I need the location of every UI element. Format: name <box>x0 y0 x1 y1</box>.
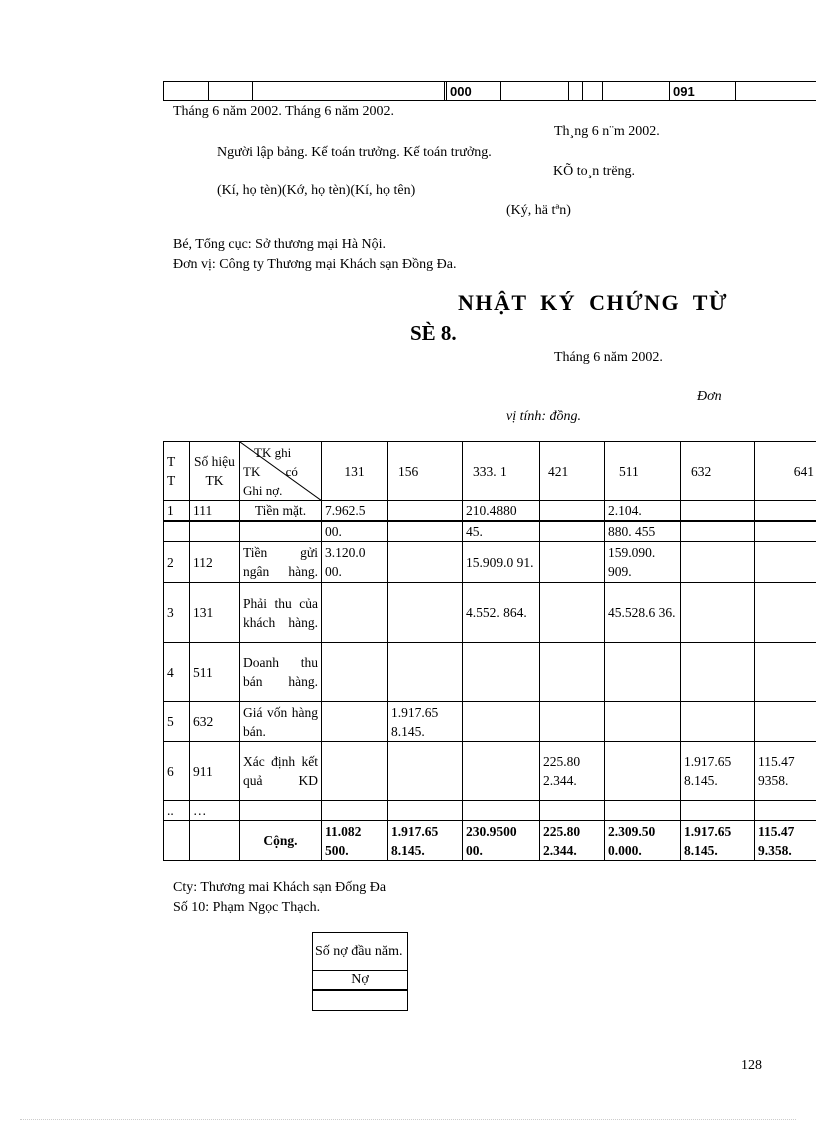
cell-value <box>388 742 463 801</box>
cell-value <box>463 643 540 702</box>
total-value: 115.47 9.358. <box>755 821 816 861</box>
debt-label: Nợ <box>313 971 408 991</box>
cell-value <box>755 801 816 821</box>
unit-line: Đơn vị: Công ty Thương mại Khách sạn Đồng Đa. <box>173 257 457 272</box>
top-continuation-table <box>163 81 816 101</box>
cell-value: 2.104. <box>605 501 681 522</box>
table-row <box>164 801 816 821</box>
header-col-511: 511 <box>605 442 681 501</box>
table-row <box>164 742 816 801</box>
total-value: 225.80 2.344. <box>540 821 605 861</box>
top-cell <box>603 82 670 101</box>
cell-value: 00. <box>322 521 388 542</box>
cell-value <box>681 583 755 643</box>
cell-value <box>463 801 540 821</box>
cell-tt: 6 <box>164 742 190 801</box>
table-row <box>164 702 816 742</box>
cell-value: 210.4880 <box>463 501 540 522</box>
cell-value <box>681 501 755 522</box>
cell-value <box>388 583 463 643</box>
cell-value <box>322 702 388 742</box>
roles-line: Người lập bảng. Kế toán trưởng. Kế toán trưởng. <box>217 145 492 160</box>
header-col-156: 156 <box>388 442 463 501</box>
header-col-421: 421 <box>540 442 605 501</box>
cell-tt: 3 <box>164 583 190 643</box>
total-value: 230.9500 00. <box>463 821 540 861</box>
page-title: NHẬT KÝ CHỨNG TỪ <box>458 290 728 315</box>
cell-value <box>540 542 605 583</box>
cell-value <box>681 801 755 821</box>
cell-value <box>540 643 605 702</box>
table-row <box>164 501 816 522</box>
month-line: Tháng 6 năm 2002. Tháng 6 năm 2002. <box>173 104 394 119</box>
diag-mid-label <box>243 462 315 481</box>
cell-value <box>605 702 681 742</box>
header-tt: T T <box>164 442 190 501</box>
cell-value <box>388 542 463 583</box>
top-cell <box>569 82 583 101</box>
page-number: 128 <box>741 1058 762 1073</box>
cell-value <box>322 583 388 643</box>
table-row <box>164 521 816 542</box>
cell-value <box>540 801 605 821</box>
cell-name: Xác định kết quả KD <box>240 742 322 801</box>
cell-tt: 1 <box>164 501 190 522</box>
total-value: 1.917.65 8.145. <box>681 821 755 861</box>
cell-value <box>540 501 605 522</box>
cell-value: 4.552. 864. <box>463 583 540 643</box>
diag-bottom-label: Ghi nợ. <box>243 483 283 498</box>
cell-value: 7.962.5 <box>322 501 388 522</box>
opening-debt-label: Số nợ đầu năm. <box>313 933 408 971</box>
debt-value <box>313 990 408 1010</box>
cell-account: 911 <box>190 742 240 801</box>
page-title-number: SÈ 8. <box>410 321 457 345</box>
journal-table <box>163 441 816 861</box>
cell-value <box>388 801 463 821</box>
cell-value <box>388 521 463 542</box>
cell-value <box>755 542 816 583</box>
total-row <box>164 821 816 861</box>
cell-value: 3.120.0 00. <box>322 542 388 583</box>
cell-account: 511 <box>190 643 240 702</box>
table-row <box>164 643 816 702</box>
cell-tt <box>164 521 190 542</box>
top-cell <box>209 82 253 101</box>
roles-line-garbled: KÕ to¸n trëng. <box>553 164 636 179</box>
cell-value: 115.47 9358. <box>755 742 816 801</box>
top-cell: 000 <box>447 82 501 101</box>
cell-value <box>322 742 388 801</box>
cell-value <box>540 583 605 643</box>
cell-value: 45. <box>463 521 540 542</box>
cell-account: 632 <box>190 702 240 742</box>
header-col-641: 641 <box>755 442 816 501</box>
cell-value <box>388 501 463 522</box>
total-value: 11.082 500. <box>322 821 388 861</box>
header-diagonal-cell <box>240 442 322 501</box>
page-edge-divider <box>20 1119 796 1120</box>
cell-tt: 2 <box>164 542 190 583</box>
top-cell <box>164 82 209 101</box>
cell-name: Giá vốn hàng bán. <box>240 702 322 742</box>
cell-value <box>605 801 681 821</box>
top-cell: 091 <box>670 82 736 101</box>
top-cell <box>501 82 569 101</box>
cell-account <box>190 521 240 542</box>
cell-value <box>540 702 605 742</box>
cell-value <box>322 801 388 821</box>
cell-value: 1.917.65 8.145. <box>388 702 463 742</box>
cell-name: Doanh thu bán hàng. <box>240 643 322 702</box>
ministry-line: Bé, Tổng cục: Sở thương mại Hà Nội. <box>173 237 387 252</box>
cell-value <box>322 643 388 702</box>
table-row <box>164 583 816 643</box>
cell-tt: 4 <box>164 643 190 702</box>
cell-name: Tiền gửi ngân hàng. <box>240 542 322 583</box>
footer-company: Cty: Thương mai Khách sạn Đống Đa <box>173 880 387 895</box>
cell-value <box>388 643 463 702</box>
title-date: Tháng 6 năm 2002. <box>554 350 663 365</box>
diag-mid-text: TK có <box>243 464 298 479</box>
cell-value <box>681 702 755 742</box>
sign-line: (Kí, họ tèn)(Kớ, họ tèn)(Kí, họ tên) <box>217 183 416 198</box>
header-row <box>164 442 816 501</box>
cell-value <box>755 643 816 702</box>
diag-top-label: TK ghi <box>254 445 292 460</box>
cell-value <box>463 742 540 801</box>
cell-name <box>240 521 322 542</box>
cell-value <box>681 643 755 702</box>
cell-name: Tiền mặt. <box>240 501 322 522</box>
cell-value: 15.909.0 91. <box>463 542 540 583</box>
cell-value <box>605 643 681 702</box>
header-col-131: 131 <box>322 442 388 501</box>
opening-debt-table <box>312 932 408 1011</box>
cell-value <box>755 702 816 742</box>
cell-value <box>681 521 755 542</box>
cell-value <box>605 742 681 801</box>
unit-label-1: Đơn <box>697 389 722 404</box>
header-col-3331: 333. 1 <box>463 442 540 501</box>
total-value: 1.917.65 8.145. <box>388 821 463 861</box>
unit-label-2: vị tính: đồng. <box>506 409 582 424</box>
table-row <box>164 542 816 583</box>
cell-account: 111 <box>190 501 240 522</box>
cell-value <box>463 702 540 742</box>
cell-value <box>755 501 816 522</box>
top-cell <box>583 82 603 101</box>
cell-account: … <box>190 801 240 821</box>
top-cell <box>736 82 816 101</box>
footer-address: Số 10: Phạm Ngọc Thạch. <box>173 900 321 915</box>
cell-account <box>190 821 240 861</box>
cell-value: 45.528.6 36. <box>605 583 681 643</box>
cell-tt: 5 <box>164 702 190 742</box>
cell-tt <box>164 821 190 861</box>
cell-account: 112 <box>190 542 240 583</box>
top-cell <box>253 82 445 101</box>
cell-name <box>240 801 322 821</box>
sign-line-garbled: (Ký, hä tªn) <box>506 203 571 218</box>
cell-value <box>681 542 755 583</box>
cell-value <box>540 521 605 542</box>
total-label: Cộng. <box>240 821 322 861</box>
total-value: 2.309.50 0.000. <box>605 821 681 861</box>
cell-value: 1.917.65 8.145. <box>681 742 755 801</box>
cell-value: 225.80 2.344. <box>540 742 605 801</box>
cell-tt: .. <box>164 801 190 821</box>
month-line-garbled: Th¸ng 6 n¨m 2002. <box>554 124 660 139</box>
header-account: Số hiệu TK <box>190 442 240 501</box>
header-col-632: 632 <box>681 442 755 501</box>
cell-value <box>755 521 816 542</box>
cell-value <box>755 583 816 643</box>
cell-name: Phải thu của khách hàng. <box>240 583 322 643</box>
cell-value: 880. 455 <box>605 521 681 542</box>
cell-account: 131 <box>190 583 240 643</box>
cell-value: 159.090. 909. <box>605 542 681 583</box>
